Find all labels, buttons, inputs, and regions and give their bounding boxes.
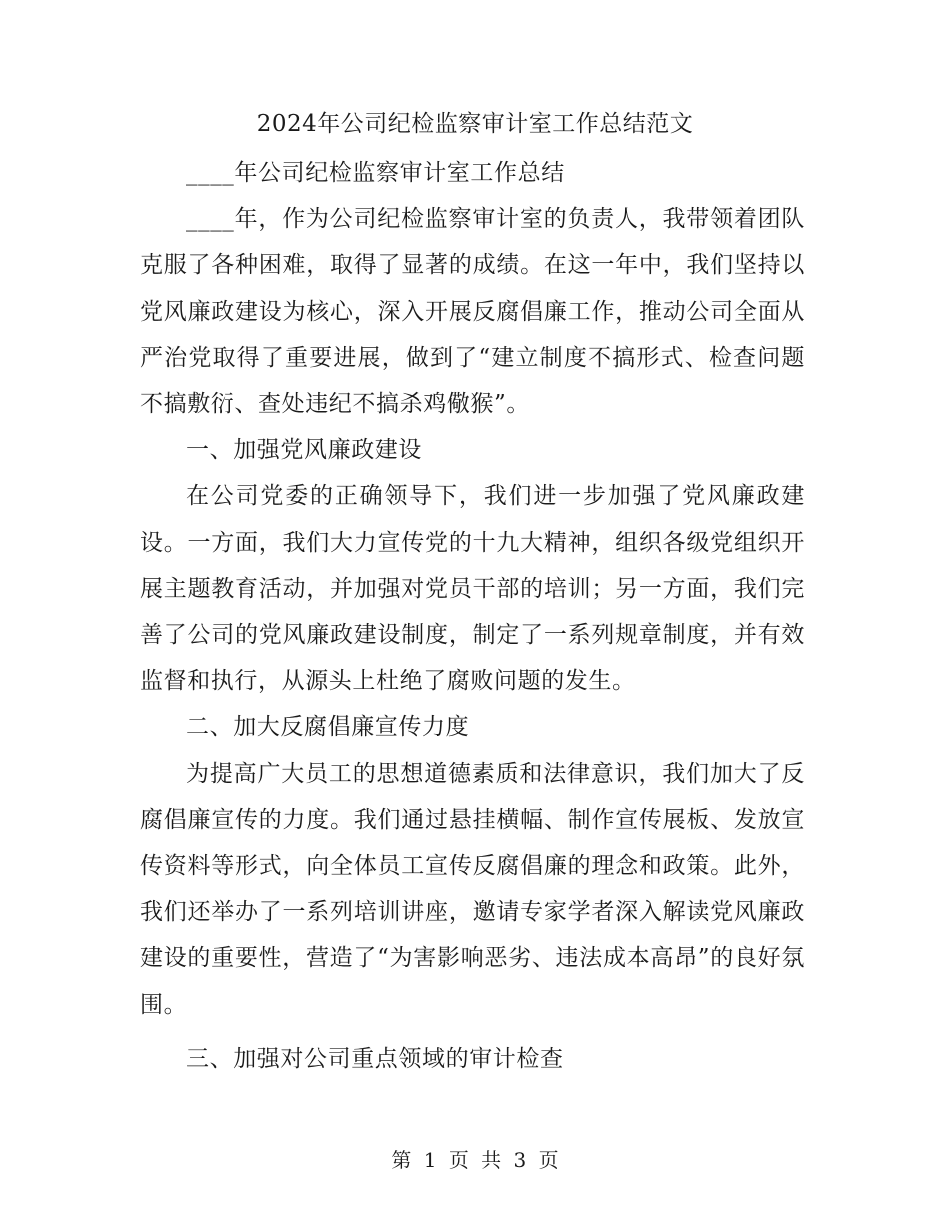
document-body xyxy=(140,150,805,1082)
subtitle-paragraph: ____年公司纪检监察审计室工作总结 xyxy=(186,160,565,186)
section-2-paragraph: 为提高广大员工的思想道德素质和法律意识，我们加大了反腐倡廉宣传的力度。我们通过悬挂横幅、制作宣传展板、发放宣传资料等形式，向全体员工宣传反腐倡廉的理念和政策。此外，我们还举办了一系列培训讲座，邀请专家学者深入解读党风廉政建设的重要性，营造了“为害影响恶劣、违法成本高昂”的良好氛围。 xyxy=(140,760,805,1018)
intro-paragraph: ____年，作为公司纪检监察审计室的负责人，我带领着团队克服了各种困难，取得了显著的成绩。在这一年中，我们坚持以党风廉政建设为核心，深入开展反腐倡廉工作，推动公司全面从严治党取得了重要进展，做到了“建立制度不搞形式、检查问题不搞敷衍、查处违纪不搞杀鸡儆猴”。 xyxy=(140,206,805,418)
section-heading-1: 一、加强党风廉政建设 xyxy=(186,437,422,464)
section-1-paragraph: 在公司党委的正确领导下，我们进一步加强了党风廉政建设。一方面，我们大力宣传党的十九大精神，组织各级党组织开展主题教育活动，并加强对党员干部的培训；另一方面，我们完善了公司的党风廉政建设制度，制定了一系列规章制度，并有效监督和执行，从源头上杜绝了腐败问题的发生。 xyxy=(140,483,805,695)
section-heading-2: 二、加大反腐倡廉宣传力度 xyxy=(186,714,470,741)
page-number-footer: 第 1 页 共 3 页 xyxy=(391,1148,559,1172)
document-title: 2024年公司纪检监察审计室工作总结范文 xyxy=(256,111,694,137)
section-heading-3: 三、加强对公司重点领域的审计检查 xyxy=(186,1045,564,1072)
